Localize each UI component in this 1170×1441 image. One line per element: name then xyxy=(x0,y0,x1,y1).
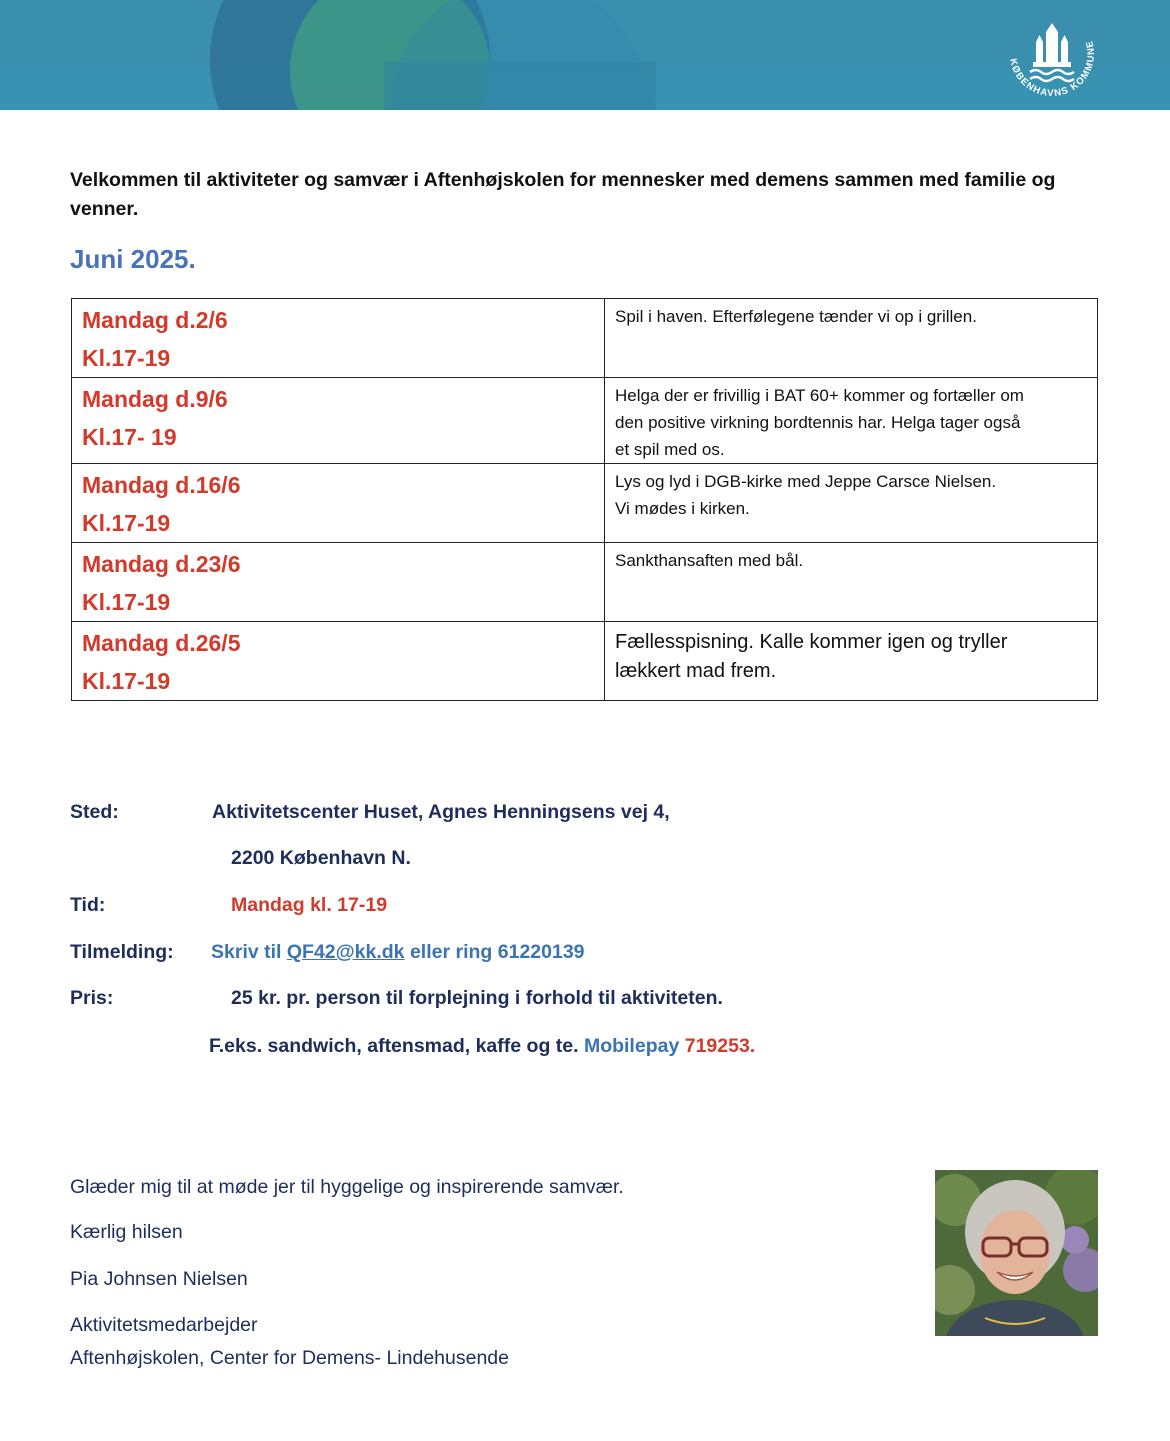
table-row xyxy=(72,543,1098,622)
date-cell xyxy=(72,622,605,701)
time-label: Kl.17-19 xyxy=(82,345,171,371)
email-link[interactable]: QF42@kk.dk xyxy=(286,941,405,963)
day-label: Mandag d.9/6 xyxy=(82,386,228,412)
activity-line: Fællesspisning. Kalle kommer igen og tryller xyxy=(615,631,1008,653)
header-banner xyxy=(0,0,1170,110)
pris-line2 xyxy=(209,1034,755,1058)
sted-address-line1: Aktivitetscenter Huset, Agnes Henningsens vej 4, xyxy=(212,801,670,823)
date-cell xyxy=(72,378,605,464)
activity-line: Vi mødes i kirken. xyxy=(615,499,750,518)
portrait-illustration xyxy=(935,1170,1098,1336)
tilmelding-prefix: Skriv til xyxy=(211,941,282,963)
activity-cell xyxy=(605,299,1098,378)
activity-line: Lys og lyd i DGB-kirke med Jeppe Carsce Nielsen. xyxy=(615,472,997,491)
day-label: Mandag d.16/6 xyxy=(82,472,241,498)
activity-line: Spil i haven. Efterfølegene tænder vi op i grillen. xyxy=(615,307,977,326)
date-cell xyxy=(72,464,605,543)
sted-address-line2: 2200 København N. xyxy=(231,847,411,869)
activity-line: Helga der er frivillig i BAT 60+ kommer og fortæller om xyxy=(615,386,1024,405)
schedule-table xyxy=(71,298,1098,701)
pris-examples: F.eks. sandwich, aftensmad, kaffe og te. xyxy=(209,1035,579,1057)
tilmelding-mid: eller ring xyxy=(409,941,493,963)
tilmelding-label: Tilmelding: xyxy=(70,941,174,963)
kobenhavns-kommune-logo xyxy=(1000,2,1104,106)
activity-line: lækkert mad frem. xyxy=(615,660,777,682)
activity-line: Sankthansaften med bål. xyxy=(615,551,804,570)
closing-regards: Kærlig hilsen xyxy=(70,1221,183,1243)
activity-cell xyxy=(605,543,1098,622)
time-label: Kl.17-19 xyxy=(82,510,171,536)
pris-label: Pris: xyxy=(70,987,114,1009)
time-label: Kl.17-19 xyxy=(82,589,171,615)
activity-line: den positive virkning bordtennis har. Helga tager også xyxy=(615,413,1021,432)
activity-cell xyxy=(605,622,1098,701)
table-row xyxy=(72,299,1098,378)
day-label: Mandag d.23/6 xyxy=(82,551,241,577)
closing-role: Aktivitetsmedarbejder xyxy=(70,1314,258,1336)
mobilepay-label: Mobilepay xyxy=(583,1035,680,1057)
table-row xyxy=(72,378,1098,464)
date-cell xyxy=(72,299,605,378)
closing-org: Aftenhøjskolen, Center for Demens- Lindehusende xyxy=(70,1347,509,1369)
date-cell xyxy=(72,543,605,622)
closing-name: Pia Johnsen Nielsen xyxy=(70,1268,248,1290)
table-row xyxy=(72,622,1098,701)
pris-line1: 25 kr. pr. person til forplejning i forhold til aktiviteten. xyxy=(231,987,723,1009)
time-label: Kl.17- 19 xyxy=(82,424,177,450)
activity-cell xyxy=(605,464,1098,543)
portrait-photo xyxy=(935,1170,1098,1336)
tilmelding-text xyxy=(211,940,585,964)
tid-label: Tid: xyxy=(70,894,106,916)
intro-text: Velkommen til aktiviteter og samvær i Aftenhøjskolen for mennesker med demens sammen med familie og venner. xyxy=(70,169,1056,220)
time-label: Kl.17-19 xyxy=(82,668,171,694)
banner-graphic xyxy=(0,0,1170,110)
tid-value: Mandag kl. 17-19 xyxy=(231,894,388,916)
month-heading: Juni 2025. xyxy=(70,244,196,274)
activity-cell xyxy=(605,378,1098,464)
phone-number: 61220139 xyxy=(497,941,585,963)
activity-line: et spil med os. xyxy=(615,440,725,459)
day-label: Mandag d.2/6 xyxy=(82,307,228,333)
svg-text:KØBENHAVNS KOMMUNE: KØBENHAVNS KOMMUNE xyxy=(1007,38,1098,100)
closing-greeting: Glæder mig til at møde jer til hyggelige og inspirerende samvær. xyxy=(70,1176,624,1198)
mobilepay-number: 719253. xyxy=(684,1035,756,1057)
table-row xyxy=(72,464,1098,543)
sted-label: Sted: xyxy=(70,801,119,823)
day-label: Mandag d.26/5 xyxy=(82,630,241,656)
